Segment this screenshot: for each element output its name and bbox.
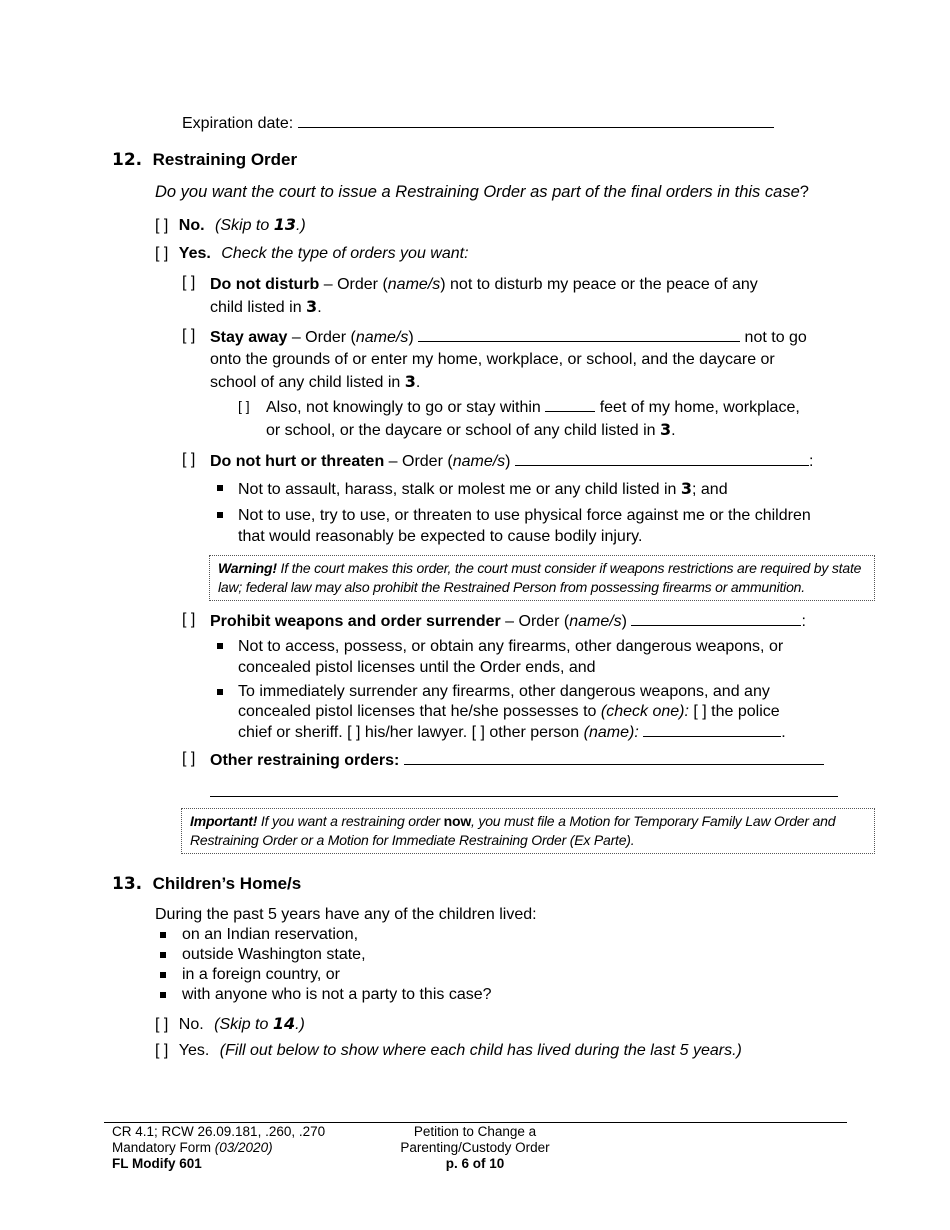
pw-b1b: concealed pistol licenses until the Order ends, and [238, 659, 596, 676]
question-text: Do you want the court to issue a Restraining Order as part of the final orders in this case [155, 183, 800, 201]
dnd-ref: 3 [306, 297, 318, 316]
pw-name-field[interactable] [631, 611, 801, 626]
expiration-row [182, 113, 774, 133]
sa-label: Stay away [210, 329, 288, 346]
s13-no-label: No. [178, 1016, 204, 1033]
skip-post: .) [295, 1016, 305, 1033]
list-item-text: with anyone who is not a party to this case? [182, 986, 492, 1003]
other-label: Other restraining orders: [210, 752, 400, 769]
section-12-title: Restraining Order [152, 150, 298, 169]
bullet-icon [217, 512, 223, 518]
s13-yes-checkbox[interactable]: [ ] [155, 1042, 169, 1059]
pw-option: Prohibit weapons and order surrender – Order (name/s) : [210, 613, 806, 630]
dnh-bullet-1 [238, 479, 728, 499]
section-12-question [155, 183, 809, 202]
dnh-name: name/s [452, 453, 506, 470]
pw-label: Prohibit weapons and order surrender [210, 613, 501, 630]
bullet-icon [160, 972, 166, 978]
s13-no-checkbox[interactable]: [ ] [155, 1016, 169, 1033]
s12-yes-checkbox[interactable]: [ ] [155, 245, 169, 262]
important-label: Important! [190, 813, 258, 829]
footer-form-id: FL Modify 601 [112, 1156, 202, 1171]
s12-no-checkbox[interactable]: [ ] [155, 217, 169, 234]
important-text1: If you want a restraining order [257, 813, 444, 829]
dnh-b1ref: 3 [680, 479, 692, 498]
dnh-b2a: Not to use, try to use, or threaten to use physical force against me or the children [238, 507, 811, 524]
dnh-text1: – Order ( [384, 453, 453, 470]
pw-text2: ) [621, 613, 632, 630]
bullet-icon [160, 932, 166, 938]
other-orders-field-1[interactable] [404, 750, 824, 765]
also-text1: Also, not knowingly to go or stay within [266, 399, 546, 416]
list-item-text: in a foreign country, or [182, 966, 341, 983]
important-now: now [443, 813, 472, 829]
pw-b2d: chief or sheriff. [ ] his/her lawyer. [ ] other person [238, 724, 584, 741]
section-13-number: 13. [112, 874, 143, 894]
s13-yes-hint: (Fill out below to show where each child has lived during the last 5 years.) [219, 1042, 742, 1059]
bullet-icon [217, 485, 223, 491]
dnh-label: Do not hurt or threaten [210, 453, 385, 470]
other-checkbox[interactable]: [ ] [182, 750, 196, 767]
other-orders-field-2[interactable] [210, 796, 838, 797]
section-13-title: Children’s Home/s [152, 874, 302, 893]
warning-label: Warning! [218, 560, 277, 576]
skip-pre: (Skip to [215, 217, 274, 234]
form-date: (03/2020) [214, 1140, 273, 1155]
list-item [160, 945, 492, 965]
also-text2: feet of my home, workplace, [595, 399, 800, 416]
sa-ref: 3 [404, 372, 416, 391]
skip-post: .) [295, 217, 306, 234]
section-12-number: 12. [112, 150, 143, 170]
footer-rule [104, 1122, 847, 1123]
other-option [210, 750, 824, 770]
dnd-text3: child listed in [210, 299, 307, 316]
sa-checkbox[interactable]: [ ] [182, 327, 196, 344]
s13-yes-label: Yes. [178, 1042, 210, 1059]
bullet-icon [160, 952, 166, 958]
dnh-name-field[interactable] [515, 451, 809, 466]
sa-text4: onto the grounds of or enter my home, workplace, or school, and the daycare or [210, 351, 775, 368]
warning-box [209, 555, 875, 601]
dnh-b1b: ; and [692, 481, 728, 498]
footer-title-1: Petition to Change a [413, 1124, 537, 1139]
s12-yes-label: Yes. [178, 245, 211, 262]
important-text2: , you must file a Motion for Temporary Family Law Order and Restraining Order or a Motion for Immediate Restraining Order (Ex Parte). [190, 813, 836, 848]
dnd-text2: ) not to disturb my peace or the peace of any [440, 276, 758, 293]
sa-text3: not to go [740, 329, 807, 346]
list-item-text: on an Indian reservation, [182, 926, 359, 943]
s13-list [160, 925, 492, 1005]
also-feet-field[interactable] [545, 397, 595, 412]
footer-citation: CR 4.1; RCW 26.09.181, .260, .270 [112, 1124, 326, 1139]
sa-name: name/s [355, 329, 409, 346]
list-item [160, 965, 492, 985]
s13-yes-option [155, 1042, 742, 1060]
bullet-icon [217, 689, 223, 695]
dnh-b2b: that would reasonably be expected to cause bodily injury. [238, 528, 643, 545]
form-type: Mandatory Form [112, 1140, 215, 1155]
sa-text5: school of any child listed in [210, 374, 405, 391]
footer-title-2: Parenting/Custody Order [400, 1140, 550, 1155]
pw-b2check: (check one): [600, 703, 689, 720]
pw-text1: – Order ( [500, 613, 570, 630]
pw-b2b: concealed pistol licenses that he/she possesses to [238, 703, 601, 720]
pw-checkbox[interactable]: [ ] [182, 611, 196, 628]
s12-yes-option [155, 245, 469, 263]
also-ref: 3 [659, 420, 672, 439]
also-checkbox[interactable]: [ ] [238, 398, 250, 414]
dnh-b1a: Not to assault, harass, stalk or molest me or any child listed in [238, 481, 681, 498]
sa-text1: – Order ( [287, 329, 356, 346]
pw-other-person-field[interactable] [643, 722, 781, 737]
sa-text2: ) [408, 329, 419, 346]
list-item [160, 985, 492, 1005]
skip-pre: (Skip to [214, 1016, 273, 1033]
pw-b2c: [ ] the police [688, 703, 780, 720]
dnd-name: name/s [387, 276, 441, 293]
dnh-text2: ) [505, 453, 515, 470]
dnh-option: Do not hurt or threaten – Order (name/s) : [210, 453, 814, 470]
dnd-text1: – Order ( [319, 276, 388, 293]
important-box [181, 808, 875, 854]
s12-no-label: No. [178, 217, 205, 234]
pw-bullet-2: To immediately surrender any firearms, other dangerous weapons, and any concealed pistol licenses that he/she possesses to (check one): [ ] the police chief or sheriff. [ ] his/her lawyer. [ ] other person (name): . [238, 683, 786, 741]
also-option: Also, not knowingly to go or stay within feet of my home, workplace, or school, or the daycare or school of any child listed in 3. [266, 399, 800, 439]
expiration-label: Expiration date: [182, 115, 294, 132]
pw-name: name/s [569, 613, 622, 630]
footer-left [112, 1124, 325, 1172]
bullet-icon [160, 992, 166, 998]
list-item [160, 925, 492, 945]
s12-no-skip [215, 217, 306, 234]
skip-num: 14 [272, 1014, 296, 1033]
s12-yes-hint: Check the type of orders you want: [221, 245, 469, 262]
warning-text: If the court makes this order, the court must consider if weapons restrictions are required by state law; federal law may also prohibit the Restrained Person from possessing firearms or ammunition. [218, 560, 862, 595]
pw-b1a: Not to access, possess, or obtain any firearms, other dangerous weapons, or [238, 638, 784, 655]
bullet-icon [217, 643, 223, 649]
section-12-heading [112, 150, 297, 170]
dnh-checkbox[interactable]: [ ] [182, 451, 196, 468]
expiration-date-field[interactable] [298, 113, 774, 128]
list-item-text: outside Washington state, [182, 946, 366, 963]
pw-b2name: (name): [583, 724, 639, 741]
s13-no-skip [214, 1016, 305, 1033]
dnd-label: Do not disturb [210, 276, 320, 293]
section-13-heading [112, 874, 301, 894]
dnd-option: Do not disturb – Order (name/s) not to disturb my peace or the peace of any child listed in 3. [210, 276, 758, 316]
footer-form-type [112, 1140, 325, 1156]
dnh-bullet-2 [238, 505, 811, 547]
footer-center [375, 1124, 575, 1172]
page-number: p. 6 of 10 [445, 1156, 505, 1171]
s13-intro: During the past 5 years have any of the children lived: [155, 906, 537, 923]
s12-no-option [155, 215, 306, 235]
sa-option: Stay away – Order (name/s) not to go onto the grounds of or enter my home, workplace, or school, and the daycare or school of any child listed in 3. [210, 329, 807, 391]
pw-bullet-1 [238, 636, 783, 678]
also-text3: or school, or the daycare or school of any child listed in [266, 422, 660, 439]
question-mark: ? [799, 183, 809, 201]
skip-num: 13 [273, 215, 296, 234]
pw-b2a: To immediately surrender any firearms, other dangerous weapons, and any [238, 683, 770, 700]
s13-no-option [155, 1014, 305, 1034]
dnd-checkbox[interactable]: [ ] [182, 274, 196, 291]
sa-name-field[interactable] [418, 327, 740, 342]
